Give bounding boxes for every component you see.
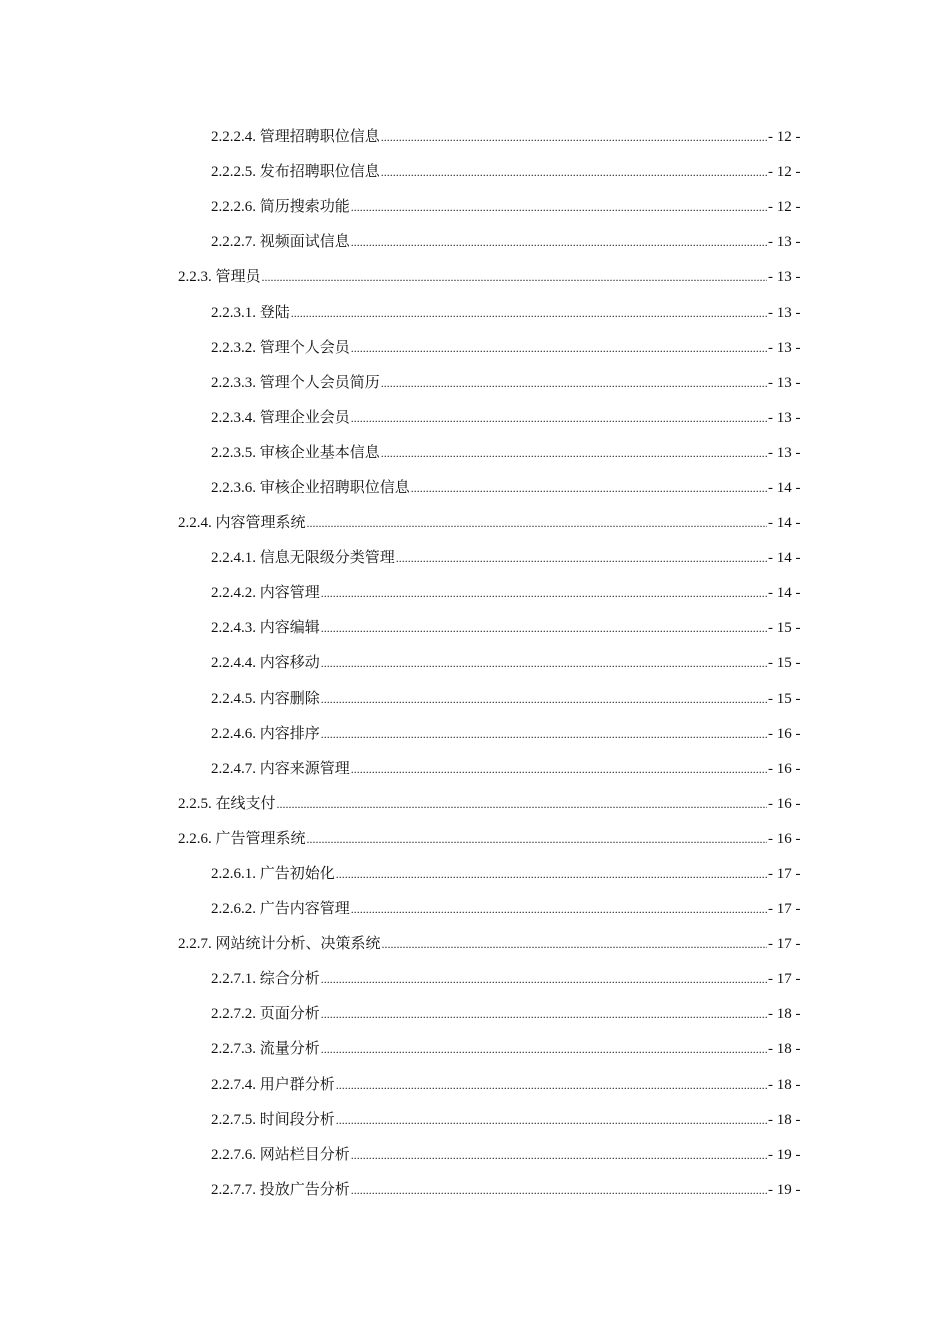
- toc-entry[interactable]: [0, 787, 950, 822]
- toc-entry-title: 2.2.4.7. 内容来源管理: [211, 760, 350, 777]
- toc-dot-leader: [351, 1173, 767, 1208]
- toc-entry-title: 2.2.6.1. 广告初始化: [211, 866, 335, 883]
- toc-entry[interactable]: [0, 1173, 950, 1208]
- toc-dot-leader: [321, 717, 767, 752]
- toc-entry-page-number: - 18 -: [768, 1006, 801, 1023]
- toc-dot-leader: [351, 331, 767, 366]
- toc-entry[interactable]: [0, 471, 950, 506]
- toc-dot-leader: [321, 611, 767, 646]
- toc-dot-leader: [307, 822, 767, 857]
- toc-entry-page-number: - 13 -: [768, 269, 801, 286]
- toc-entry-title: 2.2.3.2. 管理个人会员: [211, 339, 350, 356]
- toc-dot-leader: [351, 225, 767, 260]
- toc-entry[interactable]: [0, 682, 950, 717]
- toc-entry-title: 2.2.7.1. 综合分析: [211, 971, 320, 988]
- toc-entry[interactable]: [0, 1103, 950, 1138]
- toc-entry[interactable]: [0, 155, 950, 190]
- toc-entry-title: 2.2.6.2. 广告内容管理: [211, 901, 350, 918]
- toc-entry[interactable]: [0, 576, 950, 611]
- toc-entry-page-number: - 13 -: [768, 374, 801, 391]
- toc-entry-title: 2.2.7.3. 流量分析: [211, 1041, 320, 1058]
- toc-entry[interactable]: [0, 717, 950, 752]
- toc-entry-title: 2.2.4.4. 内容移动: [211, 655, 320, 672]
- toc-entry-page-number: - 14 -: [768, 550, 801, 567]
- toc-dot-leader: [321, 1032, 767, 1067]
- toc-entry[interactable]: [0, 927, 950, 962]
- toc-entry-title: 2.2.7.2. 页面分析: [211, 1006, 320, 1023]
- toc-entry-page-number: - 16 -: [768, 795, 801, 812]
- toc-dot-leader: [336, 857, 767, 892]
- toc-entry-title: 2.2.4.5. 内容删除: [211, 690, 320, 707]
- toc-entry-page-number: - 12 -: [768, 164, 801, 181]
- toc-entry-title: 2.2.2.7. 视频面试信息: [211, 234, 350, 251]
- toc-entry-title: 2.2.6. 广告管理系统: [178, 830, 306, 847]
- toc-entry[interactable]: [0, 506, 950, 541]
- toc-dot-leader: [351, 752, 767, 787]
- toc-entry[interactable]: [0, 892, 950, 927]
- toc-dot-leader: [291, 296, 767, 331]
- toc-entry-page-number: - 13 -: [768, 339, 801, 356]
- toc-dot-leader: [321, 576, 767, 611]
- toc-entry-page-number: - 12 -: [768, 199, 801, 216]
- toc-dot-leader: [381, 436, 767, 471]
- toc-entry-page-number: - 16 -: [768, 760, 801, 777]
- toc-entry[interactable]: [0, 997, 950, 1032]
- toc-entry-page-number: - 17 -: [768, 901, 801, 918]
- toc-dot-leader: [351, 1138, 767, 1173]
- toc-entry[interactable]: [0, 401, 950, 436]
- toc-dot-leader: [381, 120, 767, 155]
- toc-entry-title: 2.2.7.4. 用户群分析: [211, 1076, 335, 1093]
- toc-entry-page-number: - 13 -: [768, 234, 801, 251]
- table-of-contents: [0, 120, 950, 1208]
- toc-dot-leader: [321, 962, 767, 997]
- toc-entry-page-number: - 18 -: [768, 1111, 801, 1128]
- toc-entry-page-number: - 16 -: [768, 830, 801, 847]
- toc-entry-page-number: - 18 -: [768, 1041, 801, 1058]
- toc-entry-title: 2.2.4.2. 内容管理: [211, 585, 320, 602]
- toc-entry-title: 2.2.3.5. 审核企业基本信息: [211, 444, 380, 461]
- toc-entry-title: 2.2.2.5. 发布招聘职位信息: [211, 164, 380, 181]
- toc-entry-page-number: - 14 -: [768, 515, 801, 532]
- toc-entry-page-number: - 13 -: [768, 409, 801, 426]
- toc-entry-title: 2.2.4.6. 内容排序: [211, 725, 320, 742]
- toc-entry[interactable]: [0, 611, 950, 646]
- toc-entry[interactable]: [0, 822, 950, 857]
- toc-entry-title: 2.2.3.1. 登陆: [211, 304, 290, 321]
- toc-entry-title: 2.2.4. 内容管理系统: [178, 515, 306, 532]
- toc-entry[interactable]: [0, 1138, 950, 1173]
- toc-entry-title: 2.2.7.5. 时间段分析: [211, 1111, 335, 1128]
- toc-dot-leader: [351, 892, 767, 927]
- toc-entry-title: 2.2.4.1. 信息无限级分类管理: [211, 550, 395, 567]
- toc-entry-page-number: - 17 -: [768, 936, 801, 953]
- toc-entry-title: 2.2.7. 网站统计分析、决策系统: [178, 936, 381, 953]
- toc-entry-page-number: - 19 -: [768, 1146, 801, 1163]
- toc-entry[interactable]: [0, 436, 950, 471]
- toc-entry[interactable]: [0, 752, 950, 787]
- toc-entry[interactable]: [0, 366, 950, 401]
- toc-entry[interactable]: [0, 331, 950, 366]
- toc-entry[interactable]: [0, 646, 950, 681]
- toc-entry-title: 2.2.3.3. 管理个人会员简历: [211, 374, 380, 391]
- toc-entry-page-number: - 18 -: [768, 1076, 801, 1093]
- toc-entry-page-number: - 15 -: [768, 620, 801, 637]
- toc-entry[interactable]: [0, 260, 950, 295]
- toc-entry[interactable]: [0, 120, 950, 155]
- toc-entry-title: 2.2.4.3. 内容编辑: [211, 620, 320, 637]
- toc-entry[interactable]: [0, 1068, 950, 1103]
- toc-entry-title: 2.2.2.4. 管理招聘职位信息: [211, 129, 380, 146]
- toc-entry-page-number: - 15 -: [768, 690, 801, 707]
- toc-entry[interactable]: [0, 857, 950, 892]
- toc-entry[interactable]: [0, 962, 950, 997]
- toc-dot-leader: [351, 401, 767, 436]
- toc-entry-page-number: - 16 -: [768, 725, 801, 742]
- toc-entry-page-number: - 14 -: [768, 479, 801, 496]
- toc-entry-page-number: - 13 -: [768, 444, 801, 461]
- toc-dot-leader: [277, 787, 767, 822]
- toc-dot-leader: [382, 927, 767, 962]
- toc-dot-leader: [381, 366, 767, 401]
- toc-dot-leader: [336, 1068, 767, 1103]
- toc-entry[interactable]: [0, 225, 950, 260]
- toc-entry-title: 2.2.3.6. 审核企业招聘职位信息: [211, 479, 410, 496]
- toc-entry-title: 2.2.2.6. 简历搜索功能: [211, 199, 350, 216]
- toc-entry-page-number: - 17 -: [768, 866, 801, 883]
- toc-entry-title: 2.2.7.7. 投放广告分析: [211, 1181, 350, 1198]
- toc-dot-leader: [321, 682, 767, 717]
- toc-entry-title: 2.2.3.4. 管理企业会员: [211, 409, 350, 426]
- toc-dot-leader: [336, 1103, 767, 1138]
- toc-dot-leader: [351, 190, 767, 225]
- toc-dot-leader: [321, 997, 767, 1032]
- toc-entry-title: 2.2.5. 在线支付: [178, 795, 276, 812]
- toc-entry-page-number: - 17 -: [768, 971, 801, 988]
- toc-entry-page-number: - 15 -: [768, 655, 801, 672]
- toc-dot-leader: [396, 541, 767, 576]
- toc-dot-leader: [411, 471, 767, 506]
- toc-entry-page-number: - 12 -: [768, 129, 801, 146]
- toc-dot-leader: [307, 506, 767, 541]
- toc-entry[interactable]: [0, 1032, 950, 1067]
- toc-entry[interactable]: [0, 541, 950, 576]
- toc-entry-page-number: - 13 -: [768, 304, 801, 321]
- toc-dot-leader: [381, 155, 767, 190]
- toc-entry-page-number: - 19 -: [768, 1181, 801, 1198]
- toc-dot-leader: [262, 260, 767, 295]
- toc-entry-title: 2.2.7.6. 网站栏目分析: [211, 1146, 350, 1163]
- toc-entry-title: 2.2.3. 管理员: [178, 269, 261, 286]
- toc-entry[interactable]: [0, 295, 950, 330]
- toc-entry-page-number: - 14 -: [768, 585, 801, 602]
- toc-entry[interactable]: [0, 190, 950, 225]
- toc-dot-leader: [321, 646, 767, 681]
